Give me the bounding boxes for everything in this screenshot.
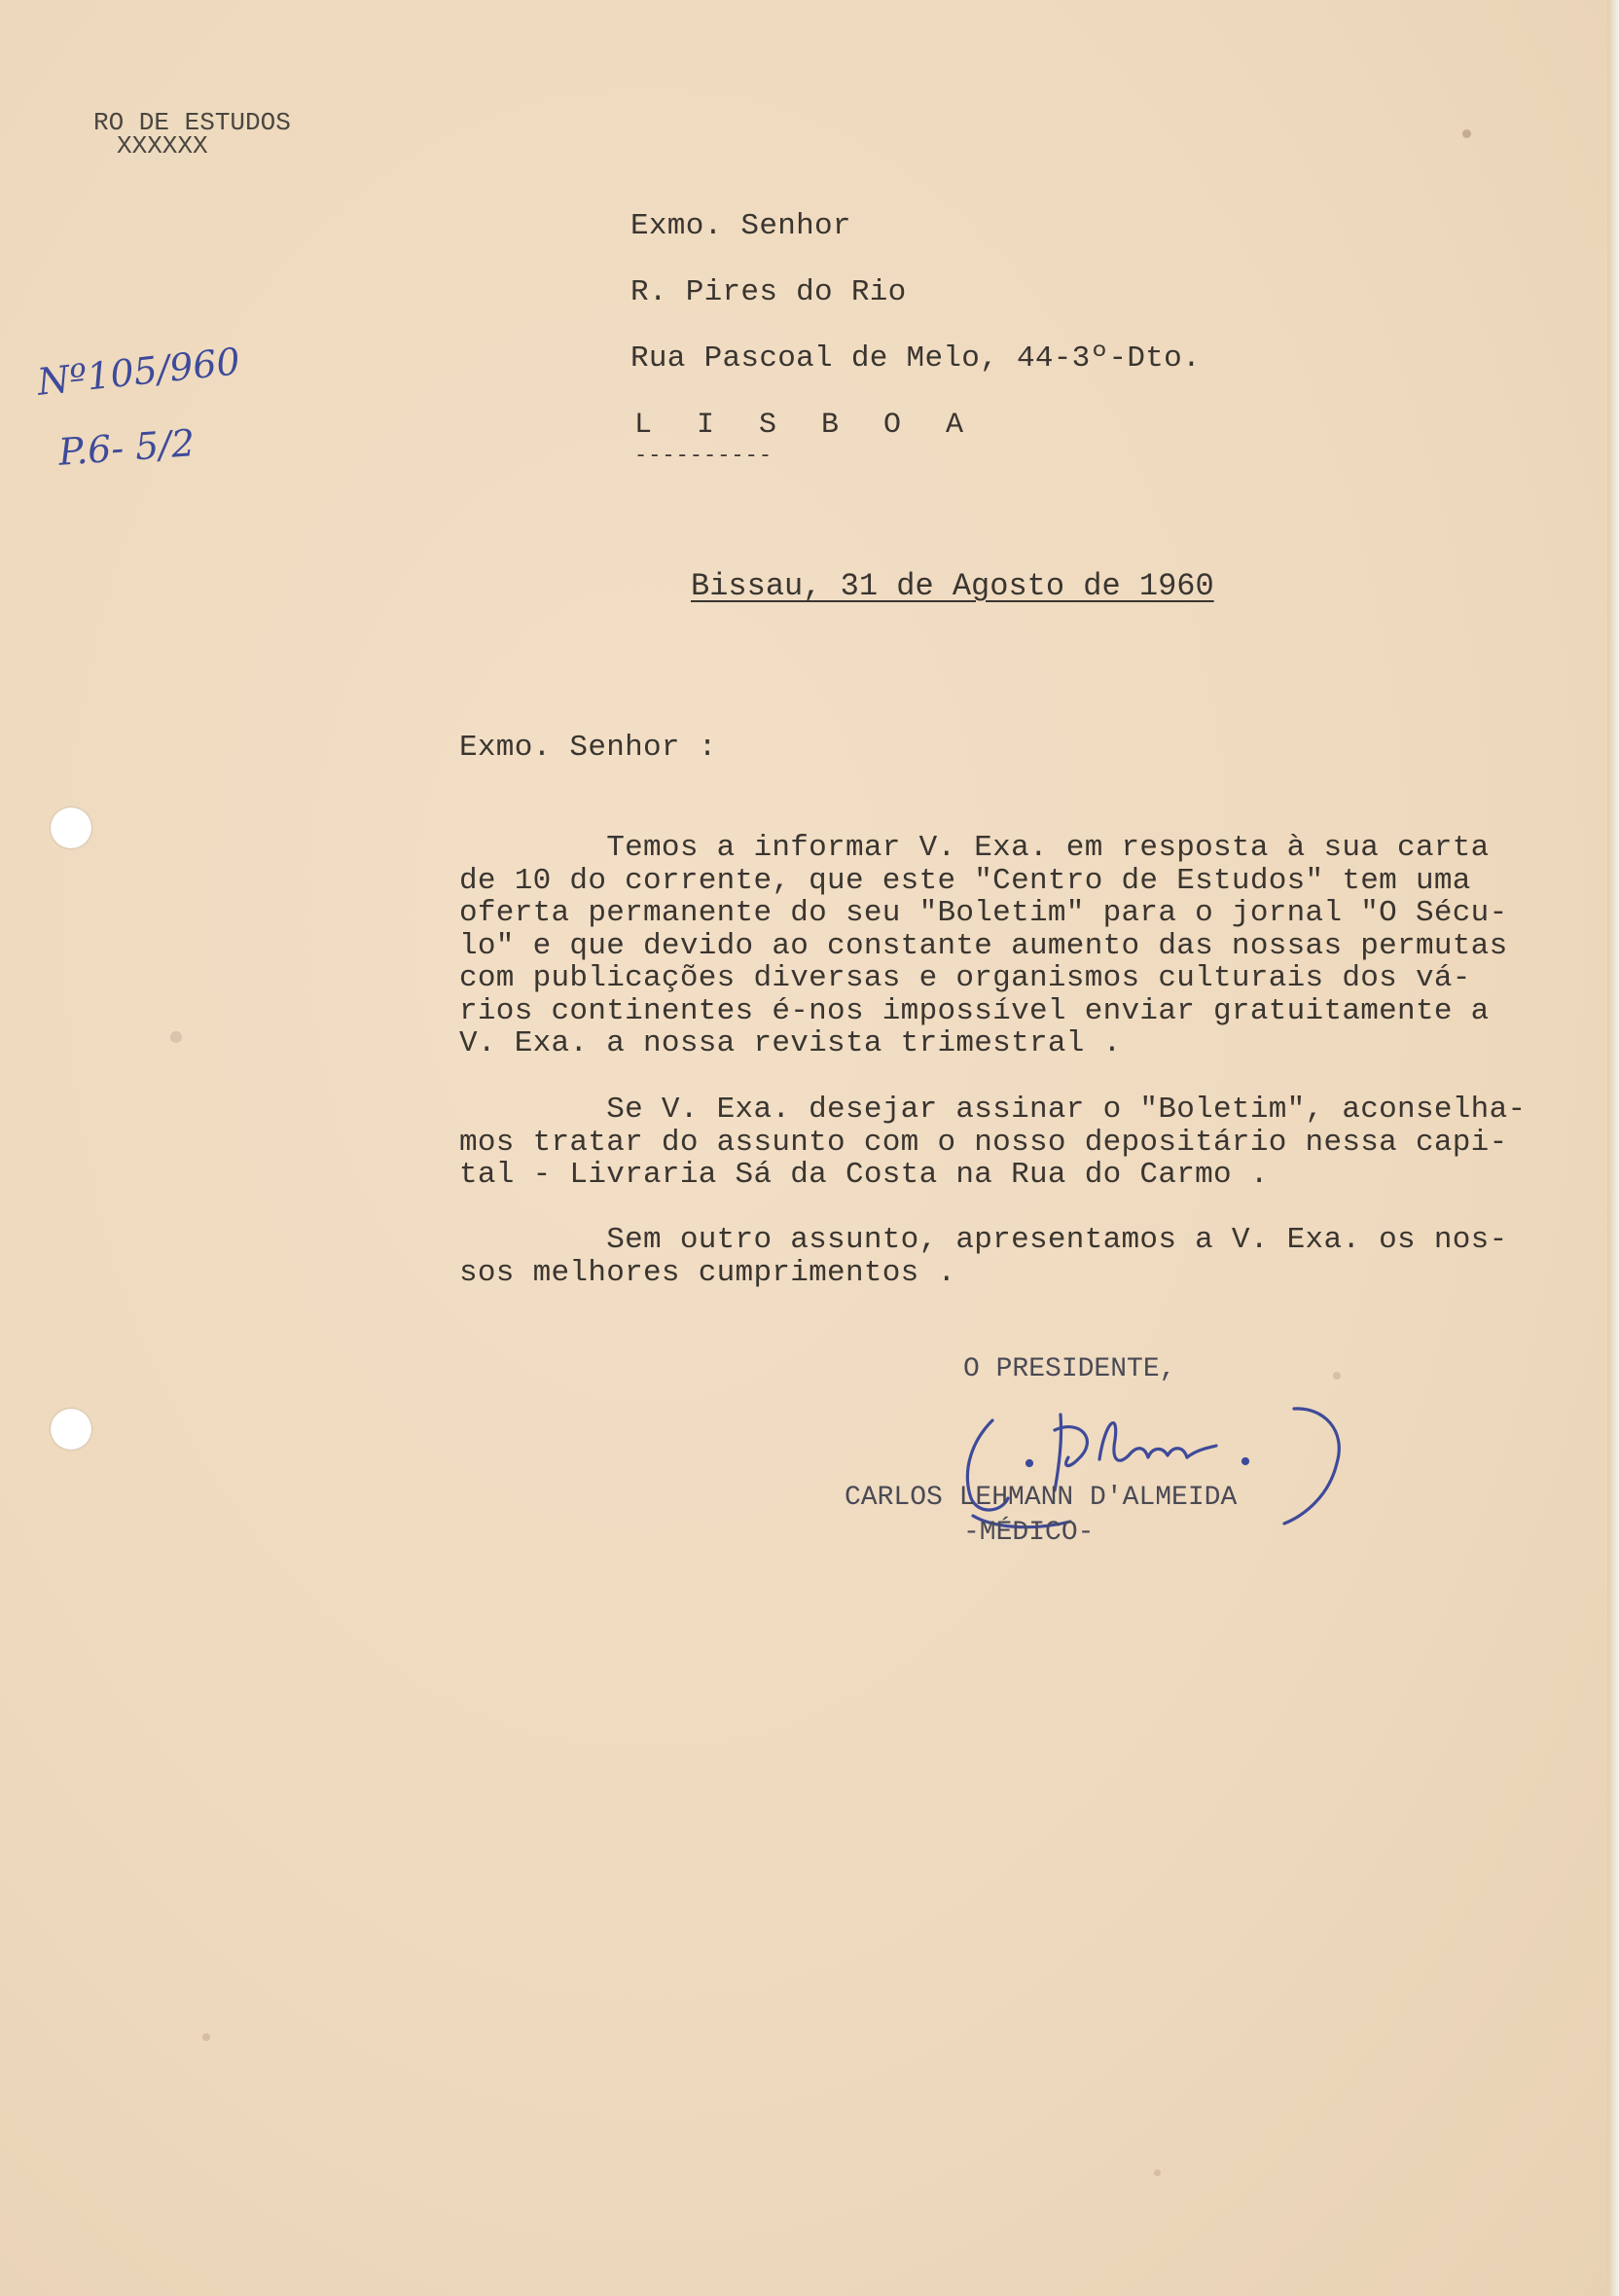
- signatory-profession: -MÉDICO-: [963, 1518, 1095, 1548]
- paragraph-line: oferta permanente do seu "Boletim" para o jornal "O Sécu-: [459, 896, 1508, 930]
- punch-hole-top: [51, 807, 91, 848]
- paragraph-line: rios continentes é-nos impossível enviar gratuitamente a: [459, 994, 1490, 1028]
- date-line: Bissau, 31 de Agosto de 1960: [691, 568, 1214, 604]
- paragraph-line: V. Exa. a nossa revista trimestral .: [459, 1026, 1122, 1060]
- paragraph-line: de 10 do corrente, que este "Centro de Estudos" tem uma: [459, 864, 1471, 898]
- paragraph-line: com publicações diversas e organismos culturais dos vá-: [459, 961, 1471, 995]
- paragraph-line: Temos a informar V. Exa. em resposta à sua carta: [459, 831, 1490, 865]
- paragraph-line: lo" e que devido ao constante aumento das nossas permutas: [459, 929, 1508, 963]
- paragraph-line: Sem outro assunto, apresentamos a V. Exa. os nos-: [459, 1223, 1508, 1257]
- handwritten-reference-number: Nº105/960: [35, 340, 242, 404]
- paragraph-line: mos tratar do assunto com o nosso depositário nessa capi-: [459, 1126, 1508, 1160]
- signatory-name: CARLOS LEHMANN D'ALMEIDA: [845, 1483, 1238, 1513]
- recipient-city-underline: ----------: [634, 444, 774, 468]
- greeting: Exmo. Senhor :: [459, 731, 717, 765]
- recipient-city: L I S B O A: [634, 409, 978, 442]
- paragraph-line: tal - Livraria Sá da Costa na Rua do Carmo .: [459, 1158, 1269, 1192]
- recipient-street: Rua Pascoal de Melo, 44-3º-Dto.: [630, 341, 1201, 376]
- paper-stain: [202, 2033, 210, 2041]
- letterhead-line-2: XXXXXX: [117, 131, 208, 161]
- closing-title: O PRESIDENTE,: [963, 1354, 1176, 1384]
- paper-stain: [170, 1031, 182, 1043]
- paper-edge: [1607, 0, 1619, 2296]
- recipient-name: R. Pires do Rio: [630, 275, 907, 309]
- paper-stain: [1333, 1372, 1341, 1380]
- handwritten-reference-code: P.6- 5/2: [56, 421, 197, 474]
- letterhead-line-1: RO DE ESTUDOS: [93, 108, 291, 137]
- paper-stain: [1154, 2170, 1161, 2176]
- paper-stain: [1462, 129, 1471, 138]
- recipient-salutation: Exmo. Senhor: [630, 209, 851, 243]
- paragraph-line: sos melhores cumprimentos .: [459, 1256, 956, 1290]
- handwritten-signature: [953, 1401, 1362, 1537]
- punch-hole-bottom: [51, 1409, 91, 1450]
- paragraph-line: Se V. Exa. desejar assinar o "Boletim", aconselha-: [459, 1093, 1527, 1127]
